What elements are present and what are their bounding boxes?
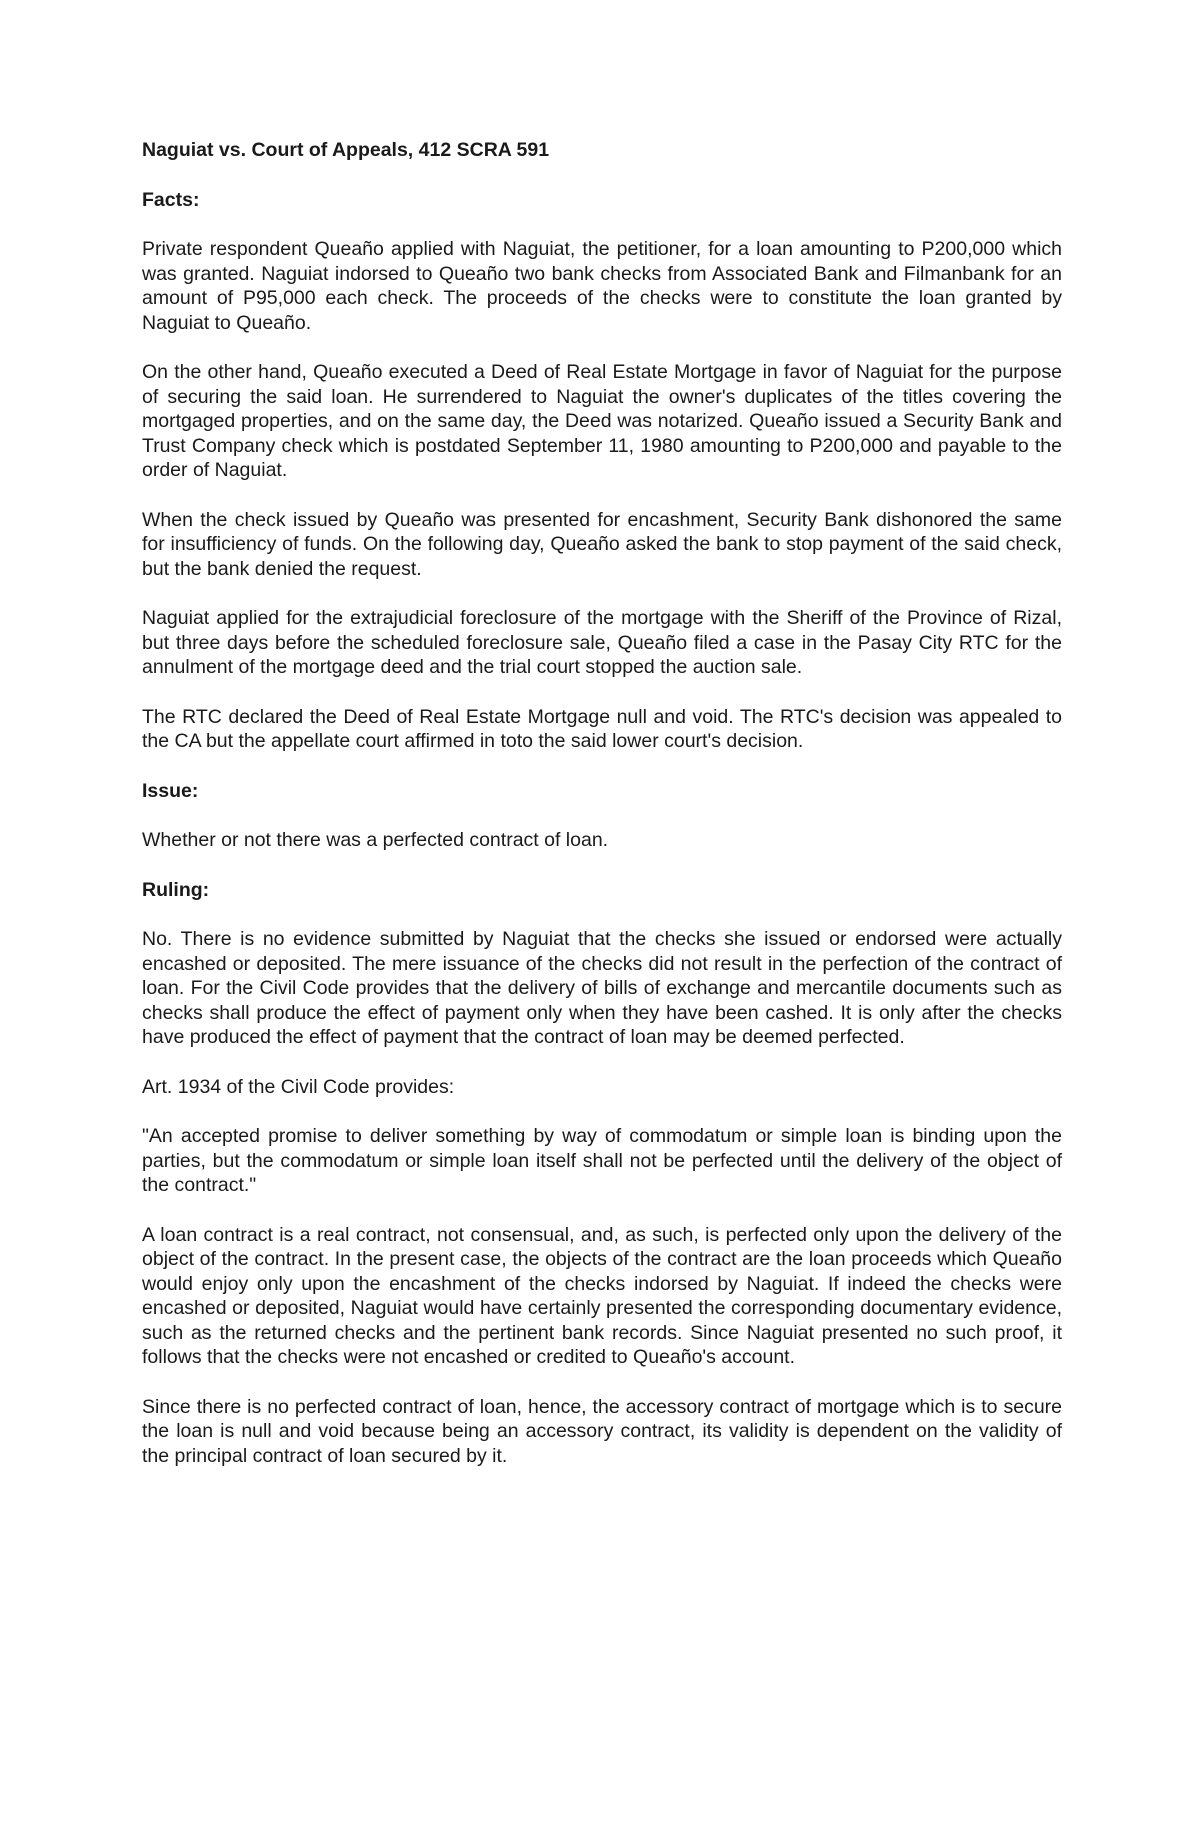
document-body <box>142 138 1062 1493</box>
facts-heading: Facts: <box>142 188 200 211</box>
issue-text: Whether or not there was a perfected contract of loan. <box>142 829 609 851</box>
facts-paragraph: Naguiat applied for the extrajudicial foreclosure of the mortgage with the Sheriff of the Province of Rizal, but three days before the scheduled foreclosure sale, Queaño filed a case in the Pasay City RTC for the annulment of the mortgage deed and the trial court stopped the auction sale. <box>142 607 1062 678</box>
facts-paragraph: On the other hand, Queaño executed a Deed of Real Estate Mortgage in favor of Naguiat for the purpose of securing the said loan. He surrendered to Naguiat the owner's duplicates of the titles covering the mortgaged properties, and on the same day, the Deed was notarized. Queaño issued a Security Bank and Trust Company check which is postdated September 11, 1980 amounting to P200,000 and payable to the order of Naguiat. <box>142 361 1062 481</box>
ruling-paragraph: Since there is no perfected contract of loan, hence, the accessory contract of mortgage which is to secure the loan is null and void because being an accessory contract, its validity is dependent on the validity of the principal contract of loan secured by it. <box>142 1395 1062 1467</box>
ruling-paragraph: A loan contract is a real contract, not consensual, and, as such, is perfected only upon the delivery of the object of the contract. In the present case, the objects of the contract are the loan proceeds which Queaño would enjoy only upon the encashment of the checks indorsed by Naguiat. If indeed the checks were encashed or deposited, Naguiat would have certainly presented the corresponding documentary evidence, such as the returned checks and the pertinent bank records. Since Naguiat presented no such proof, it follows that the checks were not encashed or credited to Queaño's account. <box>142 1223 1062 1368</box>
case-title: Naguiat vs. Court of Appeals, 412 SCRA 591 <box>142 139 550 161</box>
quoted-provision: "An accepted promise to deliver something by way of commodatum or simple loan is binding upon the parties, but the commodatum or simple loan itself shall not be perfected until the delivery of the object of the contract." <box>142 1125 1062 1196</box>
facts-paragraph: The RTC declared the Deed of Real Estate Mortgage null and void. The RTC's decision was appealed to the CA but the appellate court affirmed in toto the said lower court's decision. <box>142 705 1062 752</box>
facts-paragraph: When the check issued by Queaño was presented for encashment, Security Bank dishonored the same for insufficiency of funds. On the following day, Queaño asked the bank to stop payment of the said check, but the bank denied the request. <box>142 508 1062 580</box>
ruling-heading: Ruling: <box>142 878 210 901</box>
ruling-paragraph: No. There is no evidence submitted by Naguiat that the checks she issued or endorsed were actually encashed or deposited. The mere issuance of the checks did not result in the perfection of the contract of loan. For the Civil Code provides that the delivery of bills of exchange and mercantile documents such as checks shall produce the effect of payment only when they have been cashed. It is only after the checks have produced the effect of payment that the contract of loan may be deemed perfected. <box>142 928 1062 1048</box>
facts-paragraph: Private respondent Queaño applied with Naguiat, the petitioner, for a loan amounting to P200,000 which was granted. Naguiat indorsed to Queaño two bank checks from Associated Bank and Filmanbank for an amount of P95,000 each check. The proceeds of the checks were to constitute the loan granted by Naguiat to Queaño. <box>142 238 1062 334</box>
issue-heading: Issue: <box>142 779 199 802</box>
ruling-paragraph: Art. 1934 of the Civil Code provides: <box>142 1075 455 1098</box>
